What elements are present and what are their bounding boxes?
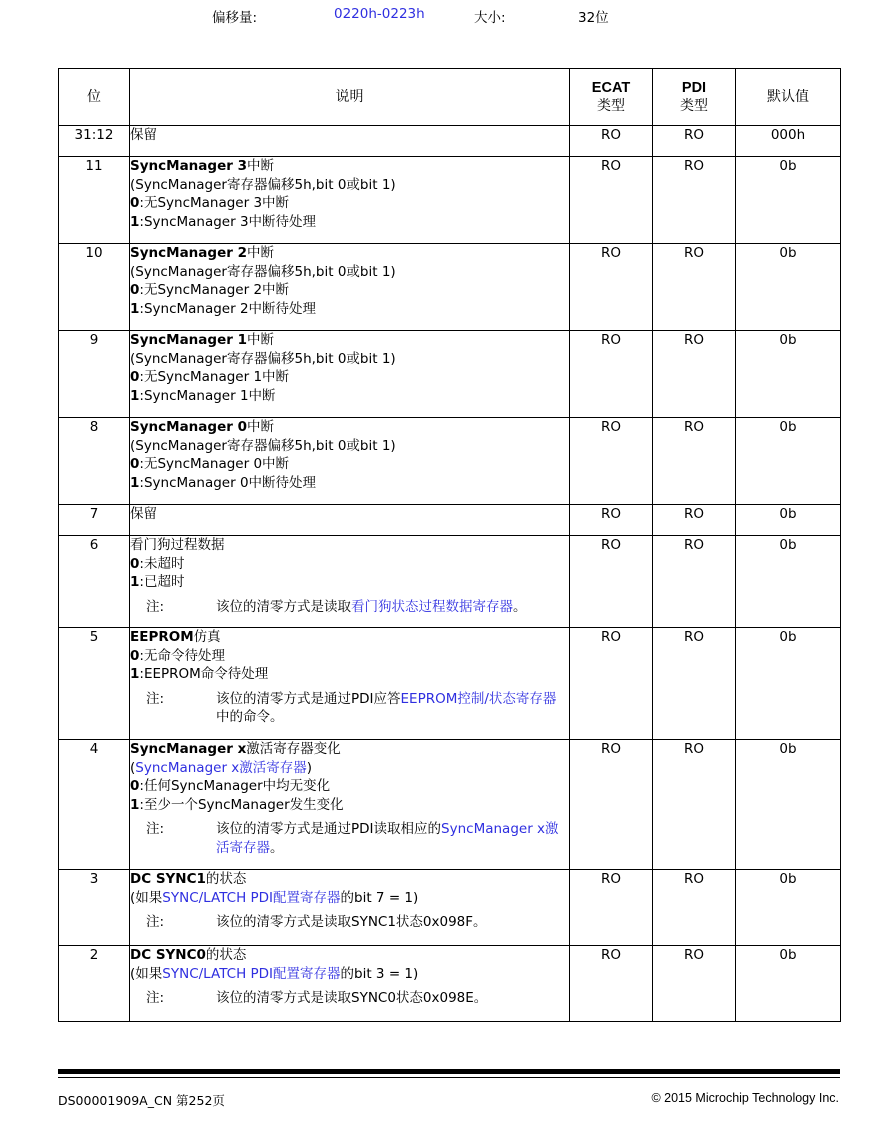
note-label: 注: (146, 914, 165, 930)
value-0 (130, 194, 569, 213)
note-label: 注: (146, 690, 165, 707)
cell-bit: 11 (59, 157, 130, 244)
note (130, 598, 569, 617)
header-description: 说明 (130, 69, 570, 126)
value-0 (130, 368, 569, 387)
note-text-post: 。 (270, 839, 284, 856)
register-link[interactable]: SyncManager x激活寄存器 (135, 759, 307, 776)
value-1 (130, 300, 569, 319)
table-row (59, 505, 841, 536)
note (130, 989, 569, 1008)
cell-bit: 9 (59, 331, 130, 418)
cell-description (130, 870, 570, 946)
value-1 (130, 474, 569, 493)
cell-bit: 3 (59, 870, 130, 946)
field-title-text: 中断 (246, 419, 274, 435)
note-text-post: 。 (513, 598, 527, 615)
note (130, 913, 569, 932)
field-title-bold: SyncManager 2 (130, 245, 247, 261)
value-1-key: 1 (130, 666, 140, 682)
register-link[interactable]: SYNC/LATCH PDI配置寄存器 (162, 889, 341, 906)
header-bit: 位 (59, 69, 130, 126)
register-link[interactable]: SyncManager x激活寄存器 (216, 821, 559, 856)
table-row (59, 536, 841, 628)
value-1-text: :SyncManager 1中断 (139, 387, 276, 404)
cell-pdi-type: RO (653, 157, 736, 244)
note-label: 注: (146, 598, 165, 615)
cell-pdi-type: RO (653, 870, 736, 946)
table-row (59, 126, 841, 157)
field-source (130, 889, 569, 908)
field-source-pre: (如果 (130, 889, 163, 906)
field-title-bold: SyncManager 1 (130, 332, 247, 348)
field-title (130, 157, 569, 176)
value-0-text: :无SyncManager 1中断 (139, 369, 290, 385)
footer-rule-thin (58, 1077, 840, 1078)
size-label: 大小: (474, 10, 506, 26)
cell-description (130, 740, 570, 870)
offset-label: 偏移量: (212, 10, 258, 26)
value-1 (130, 573, 569, 592)
note-label: 注: (146, 821, 165, 837)
cell-pdi-type: RO (653, 126, 736, 157)
cell-default: 0b (736, 628, 841, 740)
cell-description (130, 536, 570, 628)
cell-ecat-type: RO (570, 628, 653, 740)
cell-default: 0b (736, 536, 841, 628)
note-text-pre: 该位的清零方式是读取SYNC1状态0x098F。 (216, 914, 487, 930)
field-source: (SyncManager寄存器偏移5h,bit 0或bit 1) (130, 437, 396, 454)
field-source: (SyncManager寄存器偏移5h,bit 0或bit 1) (130, 350, 396, 367)
cell-bit: 4 (59, 740, 130, 870)
value-0 (130, 455, 569, 474)
field-title (130, 126, 569, 145)
cell-description (130, 946, 570, 1022)
field-title-text: 保留 (130, 506, 157, 522)
footer-copyright: © 2015 Microchip Technology Inc. (651, 1091, 839, 1105)
value-0 (130, 555, 569, 574)
header-default: 默认值 (736, 69, 841, 126)
field-title-text: 的状态 (205, 871, 247, 887)
cell-default: 0b (736, 740, 841, 870)
cell-pdi-type: RO (653, 244, 736, 331)
field-title-text: 看门狗过程数据 (130, 537, 225, 553)
cell-ecat-type: RO (570, 870, 653, 946)
value-0 (130, 281, 569, 300)
cell-pdi-type: RO (653, 418, 736, 505)
value-0-text: :无SyncManager 0中断 (139, 456, 290, 472)
field-source-post: 的bit 7 = 1) (340, 889, 419, 906)
field-title-bold: SyncManager 0 (130, 419, 247, 435)
cell-ecat-type: RO (570, 536, 653, 628)
cell-ecat-type: RO (570, 946, 653, 1022)
value-0-key: 0 (130, 456, 140, 472)
field-title-text: 保留 (130, 127, 157, 143)
field-source-post: 的bit 3 = 1) (340, 965, 419, 982)
register-bit-table (58, 68, 841, 1022)
value-1-key: 1 (130, 213, 140, 230)
cell-bit: 5 (59, 628, 130, 740)
table-row (59, 870, 841, 946)
cell-pdi-type: RO (653, 505, 736, 536)
value-1 (130, 387, 569, 406)
value-1-key: 1 (130, 300, 140, 317)
cell-description (130, 126, 570, 157)
cell-ecat-type: RO (570, 505, 653, 536)
field-title (130, 505, 569, 524)
footer-rule-thick (58, 1069, 840, 1074)
cell-description (130, 157, 570, 244)
table-row (59, 157, 841, 244)
cell-pdi-type: RO (653, 740, 736, 870)
cell-pdi-type: RO (653, 536, 736, 628)
field-source: (SyncManager寄存器偏移5h,bit 0或bit 1) (130, 176, 396, 193)
cell-bit: 10 (59, 244, 130, 331)
cell-bit: 31:12 (59, 126, 130, 157)
cell-default: 0b (736, 244, 841, 331)
cell-ecat-type: RO (570, 126, 653, 157)
field-title (130, 418, 569, 437)
cell-default: 0b (736, 505, 841, 536)
value-1-text: :EEPROM命令待处理 (139, 666, 269, 682)
note-text (216, 690, 569, 727)
value-1 (130, 665, 569, 684)
cell-ecat-type: RO (570, 740, 653, 870)
cell-bit: 2 (59, 946, 130, 1022)
value-0-text: :任何SyncManager中均无变化 (139, 778, 331, 794)
cell-description (130, 244, 570, 331)
register-header (0, 6, 870, 24)
value-0-text: :无命令待处理 (139, 647, 225, 664)
table-row (59, 244, 841, 331)
value-0 (130, 647, 569, 666)
field-source: (SyncManager寄存器偏移5h,bit 0或bit 1) (130, 263, 396, 280)
note-text-post: 中的命令。 (216, 709, 284, 725)
cell-default: 0b (736, 946, 841, 1022)
note-label: 注: (146, 990, 165, 1006)
header-ecat-type: ECAT 类型 (570, 69, 653, 126)
value-0-key: 0 (130, 195, 140, 211)
field-title (130, 628, 569, 647)
value-1-key: 1 (130, 474, 140, 491)
value-0-key: 0 (130, 555, 140, 572)
field-title-bold: DC SYNC1 (130, 871, 206, 887)
field-title-bold: SyncManager x (130, 741, 247, 757)
cell-ecat-type: RO (570, 418, 653, 505)
value-1-text: :至少一个SyncManager发生变化 (139, 796, 344, 813)
field-title-bold: SyncManager 3 (130, 158, 247, 174)
cell-default: 0b (736, 870, 841, 946)
value-0-key: 0 (130, 369, 140, 385)
cell-description (130, 331, 570, 418)
cell-bit: 7 (59, 505, 130, 536)
field-title-bold: DC SYNC0 (130, 947, 206, 963)
field-title-text: 仿真 (193, 629, 221, 645)
field-title-bold: EEPROM (130, 629, 194, 645)
note-text-pre: 该位的清零方式是读取SYNC0状态0x098E。 (216, 990, 488, 1006)
field-source (130, 965, 569, 984)
field-title (130, 331, 569, 350)
cell-default: 0b (736, 157, 841, 244)
value-1-key: 1 (130, 574, 140, 590)
field-source-post: ) (306, 759, 313, 776)
note (130, 690, 569, 727)
cell-default: 000h (736, 126, 841, 157)
value-1-text: :SyncManager 0中断待处理 (139, 474, 317, 491)
field-title-text: 中断 (246, 332, 274, 348)
cell-description (130, 505, 570, 536)
note-text (216, 598, 569, 617)
field-title (130, 946, 569, 965)
field-title-text: 中断 (246, 158, 274, 174)
footer-doc-id: DS00001909A_CN 第252页 (58, 1093, 225, 1108)
field-title-text: 中断 (246, 245, 274, 261)
value-0-text: :无SyncManager 2中断 (139, 282, 290, 298)
cell-default: 0b (736, 418, 841, 505)
cell-ecat-type: RO (570, 157, 653, 244)
value-1 (130, 796, 569, 815)
note-text (216, 989, 569, 1008)
field-title (130, 244, 569, 263)
note (130, 820, 569, 857)
note-text-pre: 该位的清零方式是读取 (216, 598, 351, 615)
note-text-pre: 该位的清零方式是通过PDI读取相应的 (216, 821, 442, 837)
value-1-key: 1 (130, 796, 140, 813)
value-0-key: 0 (130, 282, 140, 298)
field-source-pre: (如果 (130, 965, 163, 982)
value-1 (130, 213, 569, 232)
cell-pdi-type: RO (653, 628, 736, 740)
register-link[interactable]: SYNC/LATCH PDI配置寄存器 (162, 965, 341, 982)
register-link[interactable]: 看门狗状态过程数据寄存器 (351, 598, 513, 615)
cell-default: 0b (736, 331, 841, 418)
cell-ecat-type: RO (570, 244, 653, 331)
register-link[interactable]: EEPROM控制/状态寄存器 (400, 690, 557, 707)
table-row (59, 946, 841, 1022)
cell-description (130, 418, 570, 505)
value-1-text: :SyncManager 3中断待处理 (139, 213, 317, 230)
table-row (59, 331, 841, 418)
note-text (216, 913, 569, 932)
offset-value-link[interactable]: 0220h-0223h (334, 6, 425, 22)
table-row (59, 740, 841, 870)
cell-pdi-type: RO (653, 946, 736, 1022)
header-pdi-type: PDI 类型 (653, 69, 736, 126)
cell-ecat-type: RO (570, 331, 653, 418)
field-title (130, 870, 569, 889)
cell-bit: 6 (59, 536, 130, 628)
value-0-key: 0 (130, 647, 140, 664)
value-0-text: :未超时 (139, 555, 185, 572)
field-source-pre: ( (130, 759, 136, 776)
cell-pdi-type: RO (653, 331, 736, 418)
value-1-key: 1 (130, 387, 140, 404)
table-header-row (59, 69, 841, 126)
table-row (59, 418, 841, 505)
field-title (130, 536, 569, 555)
note-text-pre: 该位的清零方式是通过PDI应答 (216, 690, 401, 707)
value-0-key: 0 (130, 778, 140, 794)
cell-description (130, 628, 570, 740)
note-text (216, 820, 569, 857)
field-title (130, 740, 569, 759)
field-title-text: 的状态 (205, 947, 247, 963)
field-title-text: 激活寄存器变化 (246, 741, 341, 757)
value-0-text: :无SyncManager 3中断 (139, 195, 290, 211)
table-row (59, 628, 841, 740)
field-source (130, 759, 569, 778)
cell-bit: 8 (59, 418, 130, 505)
value-1-text: :已超时 (139, 574, 185, 590)
size-value: 32位 (578, 10, 609, 26)
value-0 (130, 777, 569, 796)
value-1-text: :SyncManager 2中断待处理 (139, 300, 317, 317)
